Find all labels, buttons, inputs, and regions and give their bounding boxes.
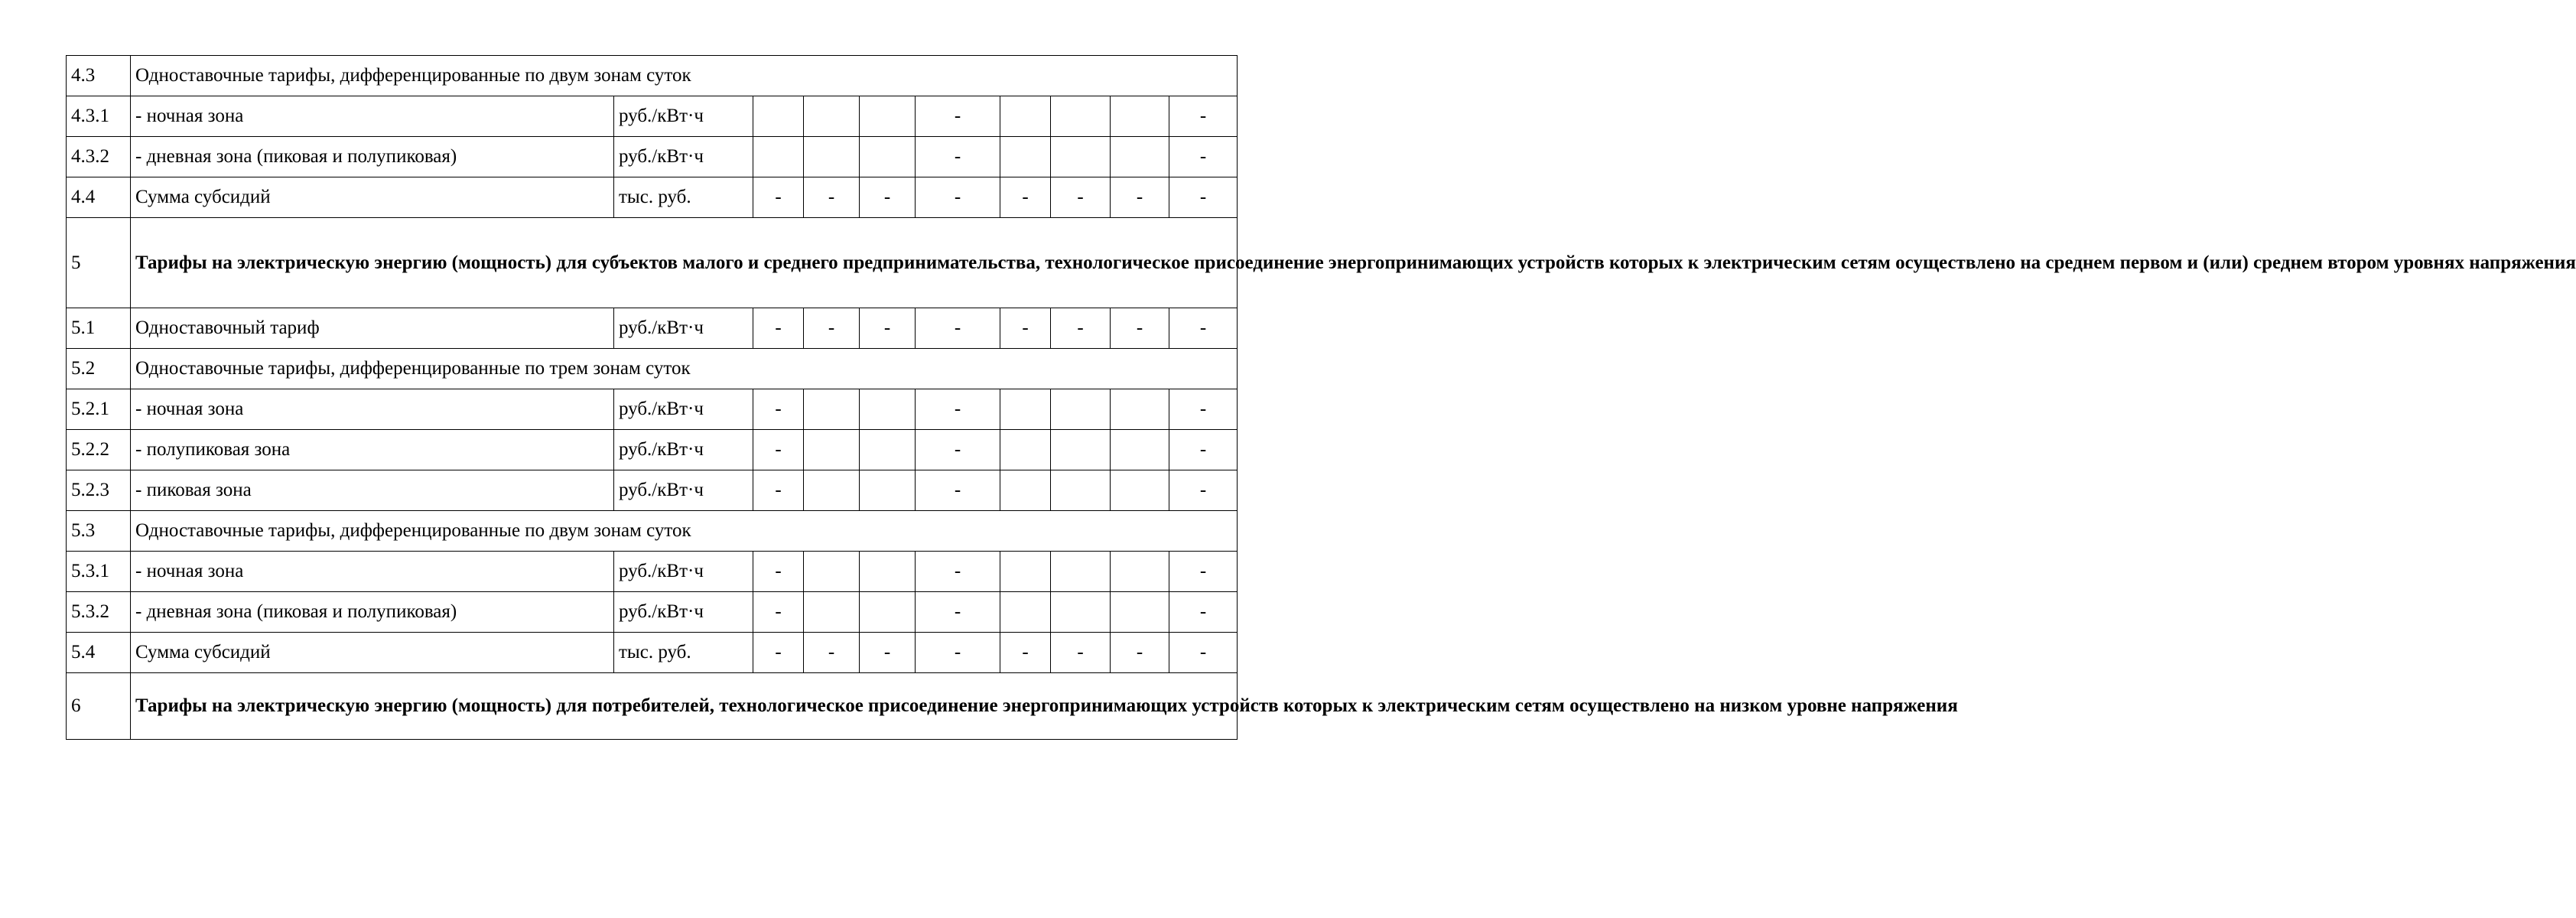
value-cell	[1111, 552, 1169, 592]
row-name: - дневная зона (пиковая и полупиковая)	[131, 137, 614, 177]
value-cell: -	[1169, 633, 1238, 673]
table-row	[67, 137, 1238, 177]
value-cell	[1111, 137, 1169, 177]
value-cell	[1000, 552, 1051, 592]
value-cell: -	[753, 552, 804, 592]
value-cell: -	[1169, 470, 1238, 511]
row-name: - ночная зона	[131, 552, 614, 592]
value-cell: -	[916, 633, 1000, 673]
value-cell	[1000, 592, 1051, 633]
value-cell: -	[753, 430, 804, 470]
value-cell: -	[916, 470, 1000, 511]
value-cell: -	[1000, 633, 1051, 673]
value-cell: -	[753, 177, 804, 218]
value-cell	[804, 470, 860, 511]
value-cell: -	[1169, 389, 1238, 430]
value-cell	[753, 137, 804, 177]
row-number: 5.2.1	[67, 389, 131, 430]
value-cell	[860, 389, 916, 430]
table-row	[67, 96, 1238, 137]
table-row	[67, 673, 1238, 740]
value-cell	[804, 96, 860, 137]
value-cell: -	[1169, 592, 1238, 633]
section-title: Тарифы на электрическую энергию (мощность) для потребителей, технологическое присоединение энергопринимающих устройств которых к электрическим сетям осуществлено на низком уровне напряжения	[131, 673, 1238, 740]
value-cell: -	[916, 389, 1000, 430]
value-cell	[1051, 592, 1111, 633]
value-cell: -	[753, 308, 804, 349]
row-number: 5	[67, 218, 131, 308]
value-cell: -	[1111, 633, 1169, 673]
value-cell	[860, 552, 916, 592]
table-row	[67, 177, 1238, 218]
value-cell	[804, 552, 860, 592]
value-cell: -	[753, 633, 804, 673]
value-cell: -	[916, 96, 1000, 137]
value-cell: -	[1169, 308, 1238, 349]
row-unit: тыс. руб.	[614, 177, 753, 218]
table-row	[67, 511, 1238, 552]
table-row	[67, 592, 1238, 633]
value-cell: -	[753, 592, 804, 633]
value-cell	[1000, 430, 1051, 470]
row-number: 6	[67, 673, 131, 740]
section-heading: Одноставочные тарифы, дифференцированные по трем зонам суток	[131, 349, 1238, 389]
value-cell: -	[860, 308, 916, 349]
value-cell: -	[1051, 308, 1111, 349]
row-number: 4.3.1	[67, 96, 131, 137]
row-name: Сумма субсидий	[131, 633, 614, 673]
value-cell: -	[916, 137, 1000, 177]
value-cell	[1111, 96, 1169, 137]
value-cell: -	[860, 177, 916, 218]
row-name: - дневная зона (пиковая и полупиковая)	[131, 592, 614, 633]
row-unit: руб./кВт·ч	[614, 552, 753, 592]
row-number: 4.3.2	[67, 137, 131, 177]
row-number: 5.2.3	[67, 470, 131, 511]
value-cell	[860, 430, 916, 470]
value-cell: -	[860, 633, 916, 673]
row-unit: руб./кВт·ч	[614, 592, 753, 633]
table-row	[67, 349, 1238, 389]
value-cell: -	[1169, 177, 1238, 218]
row-number: 5.1	[67, 308, 131, 349]
value-cell: -	[804, 177, 860, 218]
value-cell: -	[1051, 177, 1111, 218]
value-cell: -	[804, 308, 860, 349]
value-cell	[1000, 137, 1051, 177]
value-cell	[1051, 552, 1111, 592]
row-name: Сумма субсидий	[131, 177, 614, 218]
row-number: 5.2.2	[67, 430, 131, 470]
row-name: - полупиковая зона	[131, 430, 614, 470]
row-name: Одноставочный тариф	[131, 308, 614, 349]
row-number: 4.4	[67, 177, 131, 218]
row-unit: руб./кВт·ч	[614, 308, 753, 349]
value-cell	[804, 137, 860, 177]
row-unit: руб./кВт·ч	[614, 470, 753, 511]
value-cell	[753, 96, 804, 137]
row-number: 4.3	[67, 56, 131, 96]
value-cell	[1111, 592, 1169, 633]
value-cell: -	[1169, 96, 1238, 137]
value-cell: -	[1000, 308, 1051, 349]
value-cell	[860, 470, 916, 511]
value-cell	[804, 592, 860, 633]
value-cell	[1051, 137, 1111, 177]
table-row	[67, 218, 1238, 308]
section-title: Тарифы на электрическую энергию (мощность) для субъектов малого и среднего предпринимательства, технологическое присоединение энергопринимающих устройств которых к электрическим сетям осуществлено на среднем первом и (или) среднем втором уровнях напряжения	[131, 218, 1238, 308]
value-cell	[1111, 389, 1169, 430]
table-row	[67, 470, 1238, 511]
value-cell	[1111, 470, 1169, 511]
row-unit: руб./кВт·ч	[614, 137, 753, 177]
value-cell: -	[753, 470, 804, 511]
value-cell: -	[1000, 177, 1051, 218]
table-row	[67, 633, 1238, 673]
row-unit: тыс. руб.	[614, 633, 753, 673]
table-row	[67, 389, 1238, 430]
value-cell: -	[1111, 308, 1169, 349]
value-cell: -	[1051, 633, 1111, 673]
value-cell	[1051, 389, 1111, 430]
row-unit: руб./кВт·ч	[614, 430, 753, 470]
row-name: - ночная зона	[131, 389, 614, 430]
table-row	[67, 430, 1238, 470]
row-unit: руб./кВт·ч	[614, 389, 753, 430]
value-cell	[1000, 389, 1051, 430]
value-cell: -	[1169, 430, 1238, 470]
value-cell: -	[916, 430, 1000, 470]
value-cell	[1051, 430, 1111, 470]
value-cell: -	[916, 592, 1000, 633]
row-number: 5.3	[67, 511, 131, 552]
value-cell	[860, 137, 916, 177]
section-heading: Одноставочные тарифы, дифференцированные по двум зонам суток	[131, 56, 1238, 96]
value-cell	[1111, 430, 1169, 470]
value-cell: -	[1169, 552, 1238, 592]
table-row	[67, 308, 1238, 349]
row-number: 5.3.1	[67, 552, 131, 592]
value-cell	[860, 592, 916, 633]
row-name: - пиковая зона	[131, 470, 614, 511]
value-cell: -	[916, 177, 1000, 218]
table-row	[67, 56, 1238, 96]
value-cell: -	[916, 552, 1000, 592]
value-cell	[1000, 470, 1051, 511]
section-heading: Одноставочные тарифы, дифференцированные по двум зонам суток	[131, 511, 1238, 552]
value-cell	[860, 96, 916, 137]
table-row	[67, 552, 1238, 592]
row-number: 5.2	[67, 349, 131, 389]
value-cell: -	[804, 633, 860, 673]
tariff-table	[66, 55, 2576, 740]
value-cell	[1051, 96, 1111, 137]
value-cell: -	[1111, 177, 1169, 218]
value-cell: -	[753, 389, 804, 430]
row-number: 5.3.2	[67, 592, 131, 633]
row-unit: руб./кВт·ч	[614, 96, 753, 137]
value-cell: -	[916, 308, 1000, 349]
row-number: 5.4	[67, 633, 131, 673]
value-cell: -	[1169, 137, 1238, 177]
value-cell	[804, 430, 860, 470]
value-cell	[1000, 96, 1051, 137]
row-name: - ночная зона	[131, 96, 614, 137]
value-cell	[1051, 470, 1111, 511]
value-cell	[804, 389, 860, 430]
